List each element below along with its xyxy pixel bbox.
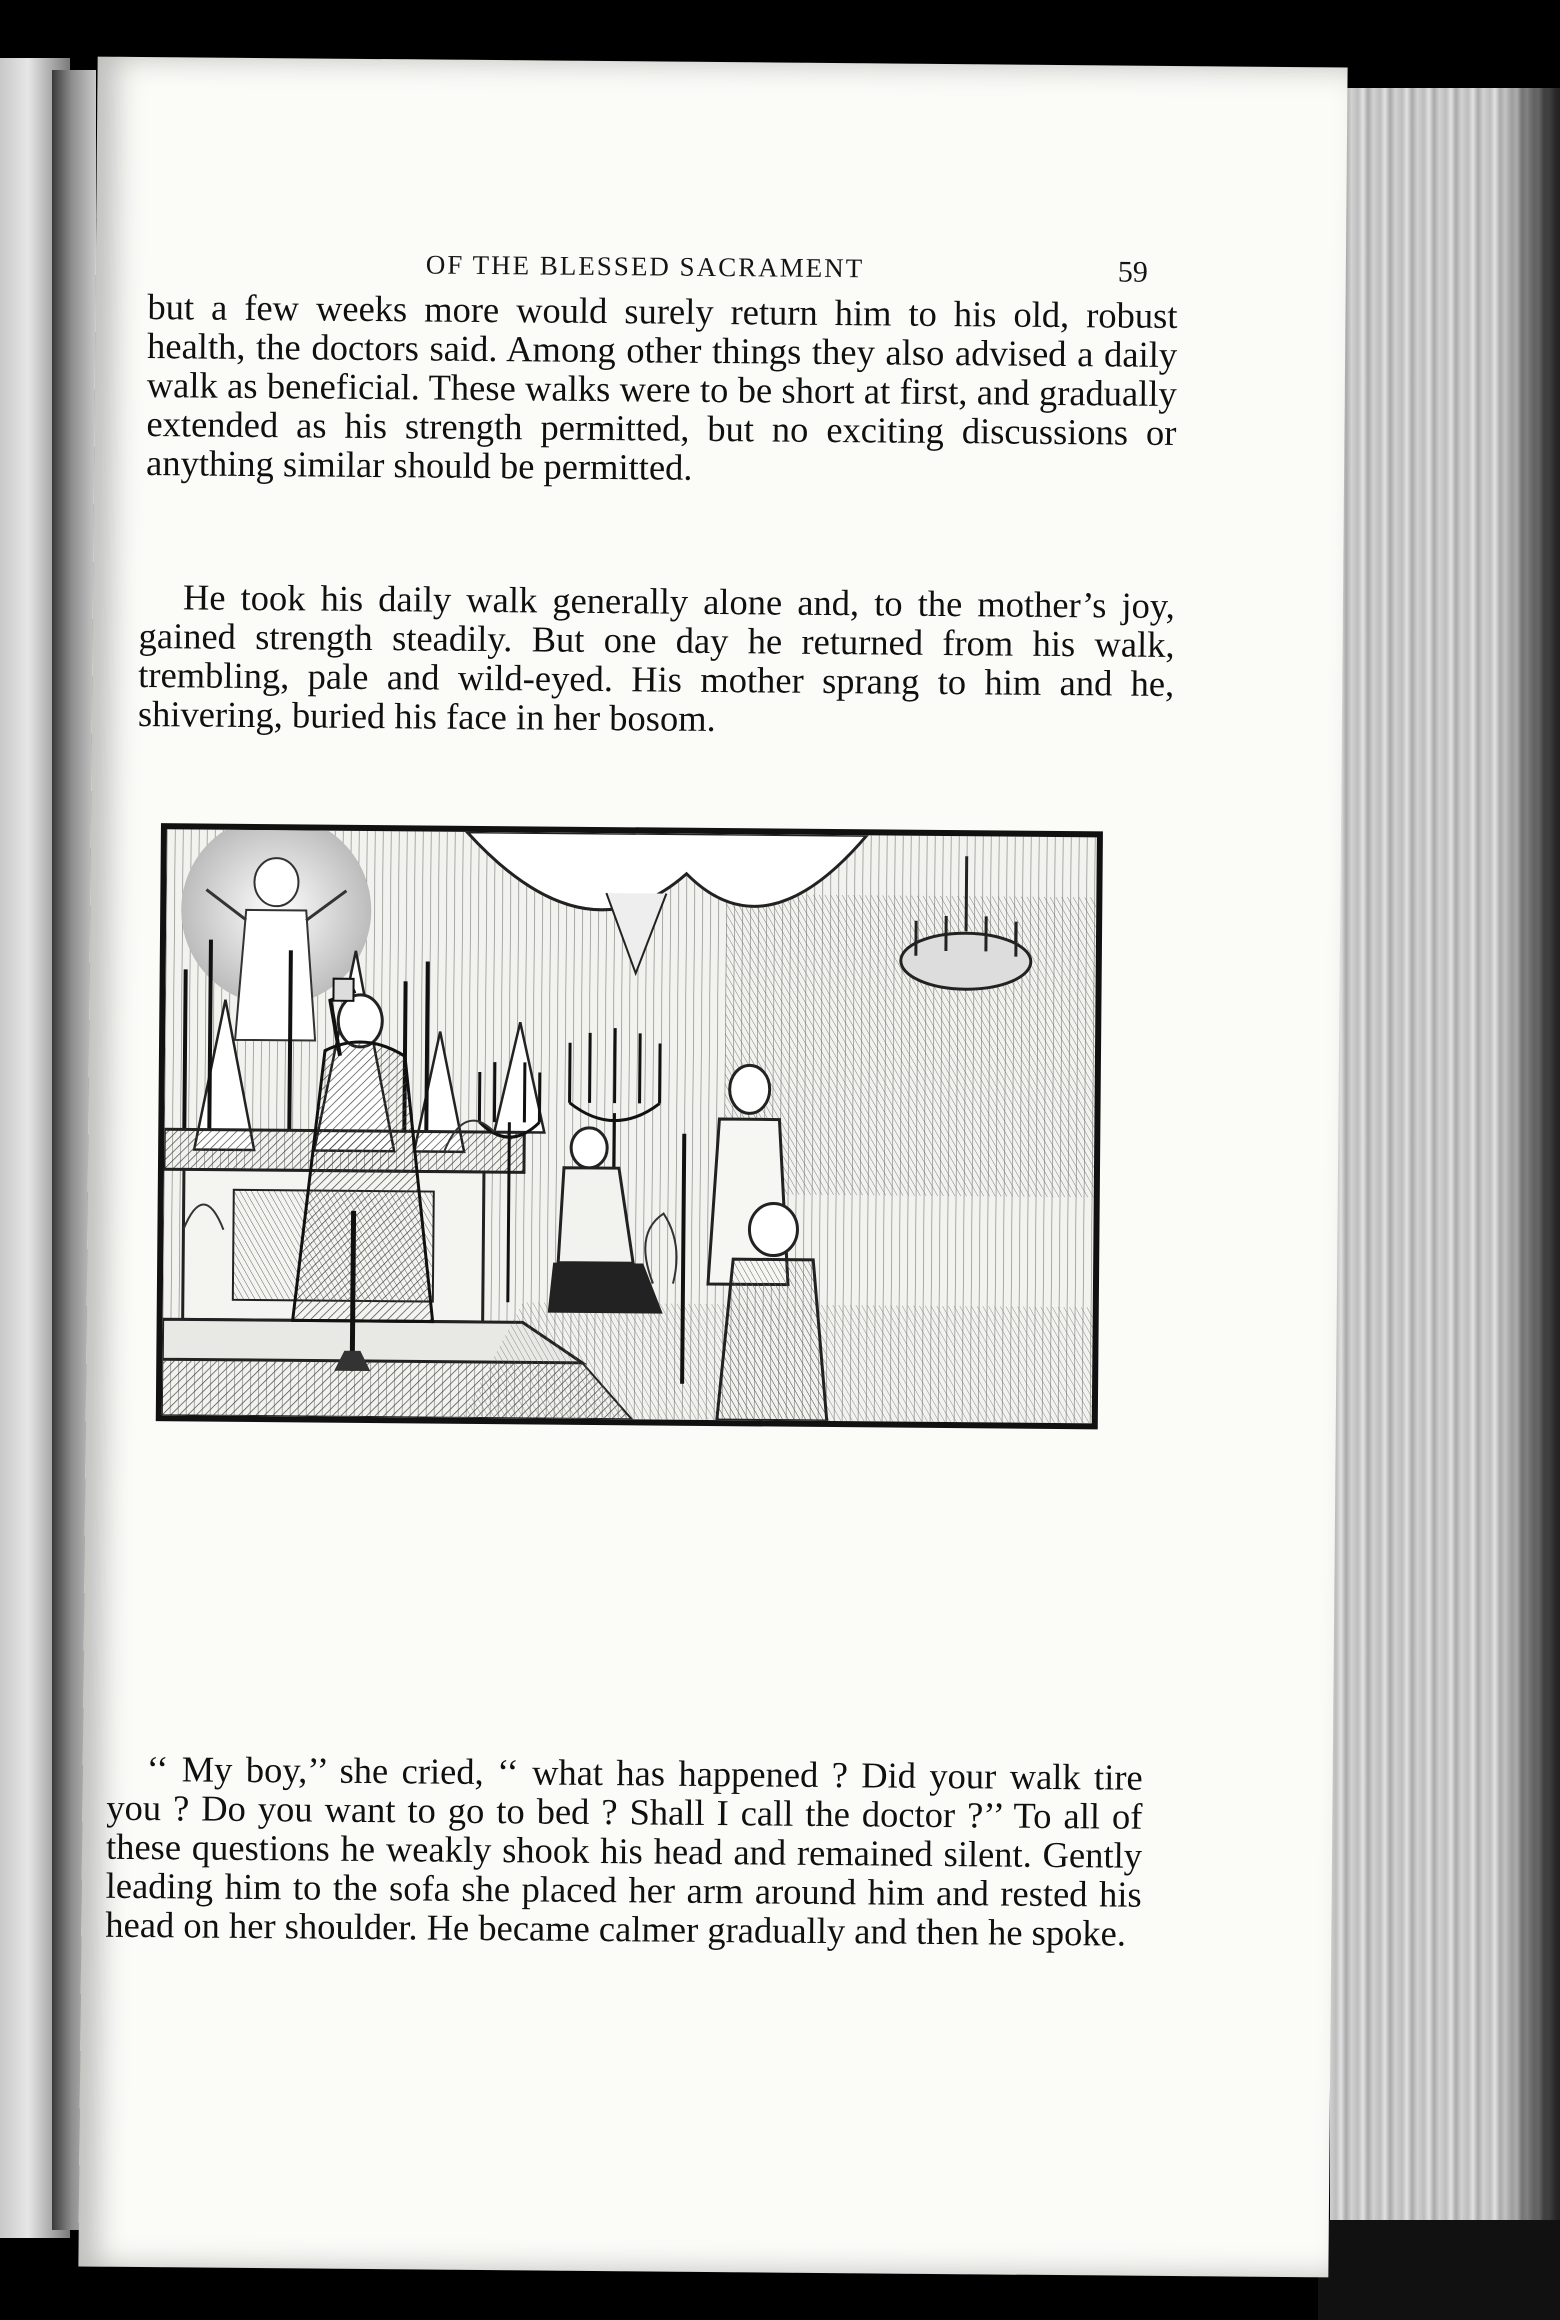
paragraph-2: He took his daily walk generally alone and, to the mother’s joy, gained strength steadily. But one day he returned from his walk, trembling, pale and wild-eyed. His mother sprang to him and he, shivering, buried his face in her bosom.: [137, 576, 1176, 740]
book-page: [78, 57, 1347, 2278]
engraving-drawing: [162, 829, 1097, 1423]
paragraph-3: ‘‘ My boy,’’ she cried, ‘‘ what has happened ? Did your walk tire you ? Do you want to go to bed ? Shall I call the doctor ?’’ To all of these questions he weakly shook his head and remained silent. Gently leading him to the sofa she placed her arm around him and rested his head on her shoulder. He became calmer gradually and then he spoke.: [105, 1748, 1143, 1954]
page-number: 59: [1117, 255, 1148, 289]
running-head: OF THE BLESSED SACRAMENT: [425, 249, 865, 284]
altar-engraving-illustration: [156, 823, 1103, 1429]
page-stack-edge: [1330, 88, 1560, 2320]
cover-edge: [1318, 2220, 1560, 2320]
paragraph-1: but a few weeks more would surely return him to his old, robust health, the doctors said. Among other things they also advised a daily walk as beneficial. These walks were to be short at first, and gradually extended as his strength permitted, but no exciting discussions or anything similar should be permitted.: [145, 286, 1178, 488]
